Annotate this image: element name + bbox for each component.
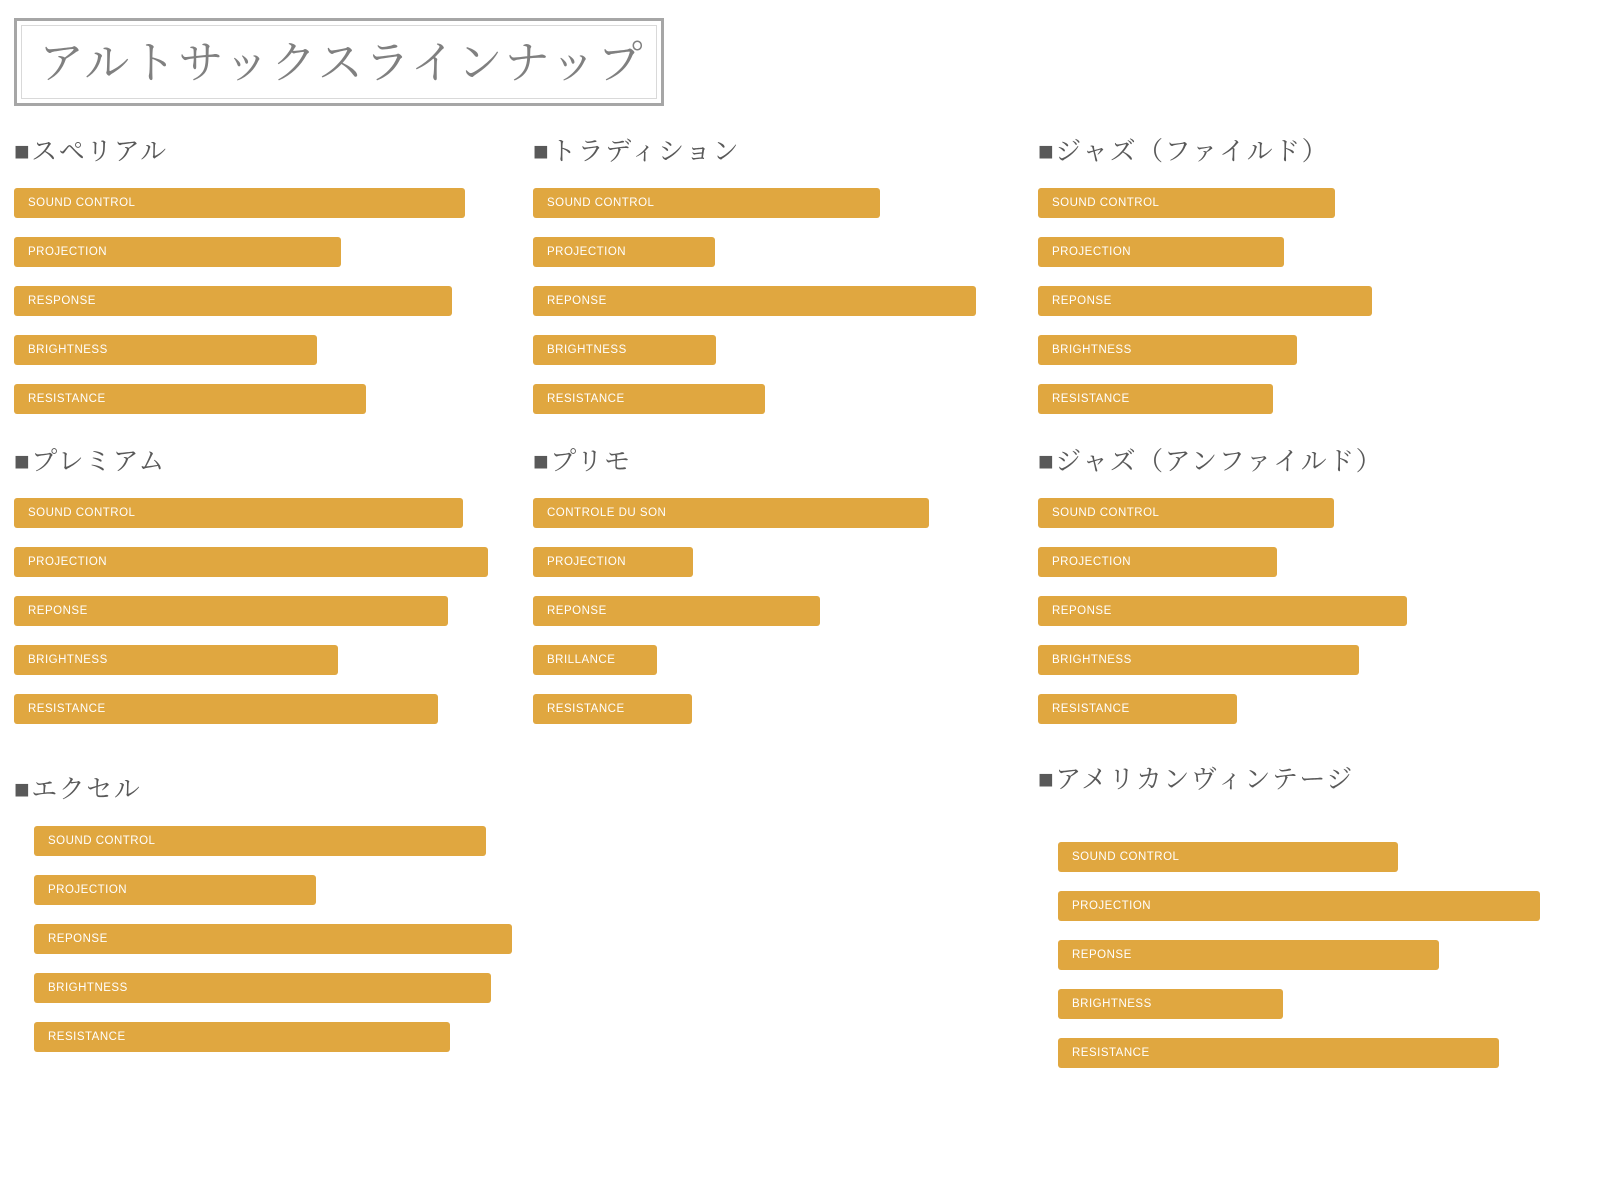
bar-excel-1	[34, 875, 316, 905]
bar-label: REPONSE	[1052, 294, 1112, 307]
bar-label: RESPONSE	[28, 294, 96, 307]
bar-row	[14, 325, 465, 374]
bar-jazz-filed-1	[1038, 237, 1284, 267]
bar-list-jazz-filed	[1038, 178, 1372, 423]
bar-tradition-2	[533, 286, 976, 316]
bar-label: PROJECTION	[28, 245, 108, 258]
bar-row	[533, 227, 976, 276]
bar-row	[14, 276, 465, 325]
bar-jazz-unfiled-1	[1038, 547, 1277, 577]
bar-primo-4	[533, 694, 692, 724]
bar-label: SOUND CONTROL	[28, 196, 136, 209]
bar-list-tradition	[533, 178, 976, 423]
bar-premium-4	[14, 694, 438, 724]
bar-label: BRIGHTNESS	[1072, 997, 1152, 1010]
bar-label: REPONSE	[28, 604, 88, 617]
bar-row	[34, 865, 512, 914]
bar-premium-3	[14, 645, 338, 675]
chart-title-excel: ■エクセル	[14, 774, 142, 804]
bar-label: PROJECTION	[547, 245, 627, 258]
bar-row	[14, 488, 488, 537]
bar-speciale-3	[14, 335, 317, 365]
bar-label: BRIGHTNESS	[547, 343, 627, 356]
bar-row	[1058, 1028, 1540, 1077]
chart-group-jazz-unfiled	[1038, 448, 1407, 733]
chart-title-speciale: ■スペリアル	[14, 136, 168, 166]
bar-label: PROJECTION	[547, 555, 627, 568]
bar-row	[1038, 684, 1407, 733]
bar-row	[34, 816, 512, 865]
bar-list-speciale	[14, 178, 465, 423]
bar-jazz-filed-0	[1038, 188, 1335, 218]
bar-row	[533, 684, 929, 733]
bar-premium-2	[14, 596, 448, 626]
chart-group-premium	[14, 448, 488, 733]
bar-label: RESISTANCE	[28, 392, 106, 405]
bar-label: SOUND CONTROL	[28, 506, 136, 519]
bar-row	[533, 586, 929, 635]
bar-label: SOUND CONTROL	[1052, 196, 1160, 209]
bar-label: RESISTANCE	[547, 392, 625, 405]
bar-speciale-0	[14, 188, 465, 218]
bar-row	[1038, 178, 1372, 227]
bar-row	[533, 635, 929, 684]
bar-speciale-4	[14, 384, 366, 414]
page-title-box	[14, 18, 664, 106]
bar-tradition-4	[533, 384, 765, 414]
bar-american-vintage-2	[1058, 940, 1439, 970]
bar-row	[1058, 881, 1540, 930]
bar-excel-4	[34, 1022, 450, 1052]
bar-row	[1038, 635, 1407, 684]
bar-list-jazz-unfiled	[1038, 488, 1407, 733]
bar-jazz-unfiled-0	[1038, 498, 1334, 528]
bar-row	[14, 586, 488, 635]
bar-american-vintage-3	[1058, 989, 1283, 1019]
bar-row	[1038, 276, 1372, 325]
bar-row	[533, 178, 976, 227]
chart-group-primo	[533, 448, 929, 733]
bar-primo-2	[533, 596, 820, 626]
bar-speciale-1	[14, 237, 341, 267]
bar-premium-0	[14, 498, 463, 528]
bar-primo-1	[533, 547, 693, 577]
bar-tradition-0	[533, 188, 880, 218]
bar-jazz-unfiled-2	[1038, 596, 1407, 626]
bar-label: PROJECTION	[48, 883, 128, 896]
bar-row	[533, 374, 976, 423]
bar-jazz-filed-4	[1038, 384, 1273, 414]
bar-list-american-vintage	[1038, 806, 1540, 1077]
bar-label: BRIGHTNESS	[48, 981, 128, 994]
bar-row	[1058, 832, 1540, 881]
bar-label: PROJECTION	[28, 555, 108, 568]
bar-row	[1038, 537, 1407, 586]
bar-label: RESISTANCE	[1052, 702, 1130, 715]
bar-label: PROJECTION	[1052, 245, 1132, 258]
chart-group-jazz-filed	[1038, 138, 1372, 423]
bar-row	[533, 488, 929, 537]
bar-row	[34, 914, 512, 963]
chart-title-tradition: ■トラディション	[533, 136, 741, 166]
bar-row	[1038, 227, 1372, 276]
bar-label: PROJECTION	[1072, 899, 1152, 912]
bar-label: REPONSE	[547, 604, 607, 617]
bar-jazz-filed-3	[1038, 335, 1297, 365]
page-title: アルトサックスラインナップ	[39, 36, 645, 88]
bar-row	[34, 963, 512, 1012]
bar-row	[14, 684, 488, 733]
bar-jazz-unfiled-3	[1038, 645, 1359, 675]
bar-label: RESISTANCE	[1052, 392, 1130, 405]
bar-label: RESISTANCE	[48, 1030, 126, 1043]
bar-row	[14, 227, 465, 276]
bar-speciale-2	[14, 286, 452, 316]
chart-title-premium: ■プレミアム	[14, 446, 166, 476]
bar-american-vintage-0	[1058, 842, 1398, 872]
bar-list-primo	[533, 488, 929, 733]
bar-label: REPONSE	[1072, 948, 1132, 961]
bar-row	[34, 1012, 512, 1061]
bar-row	[1038, 325, 1372, 374]
chart-group-speciale	[14, 138, 465, 423]
bar-tradition-3	[533, 335, 716, 365]
bar-list-premium	[14, 488, 488, 733]
bar-primo-3	[533, 645, 657, 675]
bar-label: RESISTANCE	[28, 702, 106, 715]
chart-title-jazz-filed: ■ジャズ（ファイルド）	[1038, 136, 1330, 166]
bar-row	[533, 276, 976, 325]
bar-label: REPONSE	[547, 294, 607, 307]
bar-label: BRILLANCE	[547, 653, 616, 666]
chart-group-american-vintage	[1038, 766, 1540, 1077]
bar-excel-0	[34, 826, 486, 856]
bar-label: SOUND CONTROL	[1052, 506, 1160, 519]
bar-label: CONTROLE DU SON	[547, 506, 667, 519]
bar-label: PROJECTION	[1052, 555, 1132, 568]
bar-premium-1	[14, 547, 488, 577]
chart-title-primo: ■プリモ	[533, 446, 632, 476]
bar-label: BRIGHTNESS	[28, 653, 108, 666]
bar-primo-0	[533, 498, 929, 528]
bar-label: BRIGHTNESS	[28, 343, 108, 356]
bar-american-vintage-4	[1058, 1038, 1499, 1068]
bar-row	[533, 537, 929, 586]
bar-jazz-unfiled-4	[1038, 694, 1237, 724]
bar-row	[1058, 979, 1540, 1028]
bar-row	[533, 325, 976, 374]
chart-group-tradition	[533, 138, 976, 423]
bar-row	[14, 537, 488, 586]
bar-label: RESISTANCE	[1072, 1046, 1150, 1059]
bar-label: SOUND CONTROL	[547, 196, 655, 209]
bar-label: SOUND CONTROL	[48, 834, 156, 847]
bar-row	[14, 178, 465, 227]
bar-label: REPONSE	[48, 932, 108, 945]
bar-list-excel	[14, 816, 512, 1061]
bar-row	[1038, 374, 1372, 423]
bar-label: BRIGHTNESS	[1052, 343, 1132, 356]
bar-jazz-filed-2	[1038, 286, 1372, 316]
bar-row	[1038, 586, 1407, 635]
bar-excel-2	[34, 924, 512, 954]
bar-row	[14, 635, 488, 684]
bar-label: BRIGHTNESS	[1052, 653, 1132, 666]
bar-row	[1038, 488, 1407, 537]
chart-group-excel	[14, 776, 512, 1061]
bar-tradition-1	[533, 237, 715, 267]
chart-title-jazz-unfiled: ■ジャズ（アンファイルド）	[1038, 446, 1384, 476]
bar-label: REPONSE	[1052, 604, 1112, 617]
chart-title-american-vintage: ■アメリカンヴィンテージ	[1038, 764, 1354, 794]
bar-row	[1058, 930, 1540, 979]
bar-row	[14, 374, 465, 423]
bar-label: SOUND CONTROL	[1072, 850, 1180, 863]
bar-label: RESISTANCE	[547, 702, 625, 715]
bar-excel-3	[34, 973, 491, 1003]
bar-american-vintage-1	[1058, 891, 1540, 921]
